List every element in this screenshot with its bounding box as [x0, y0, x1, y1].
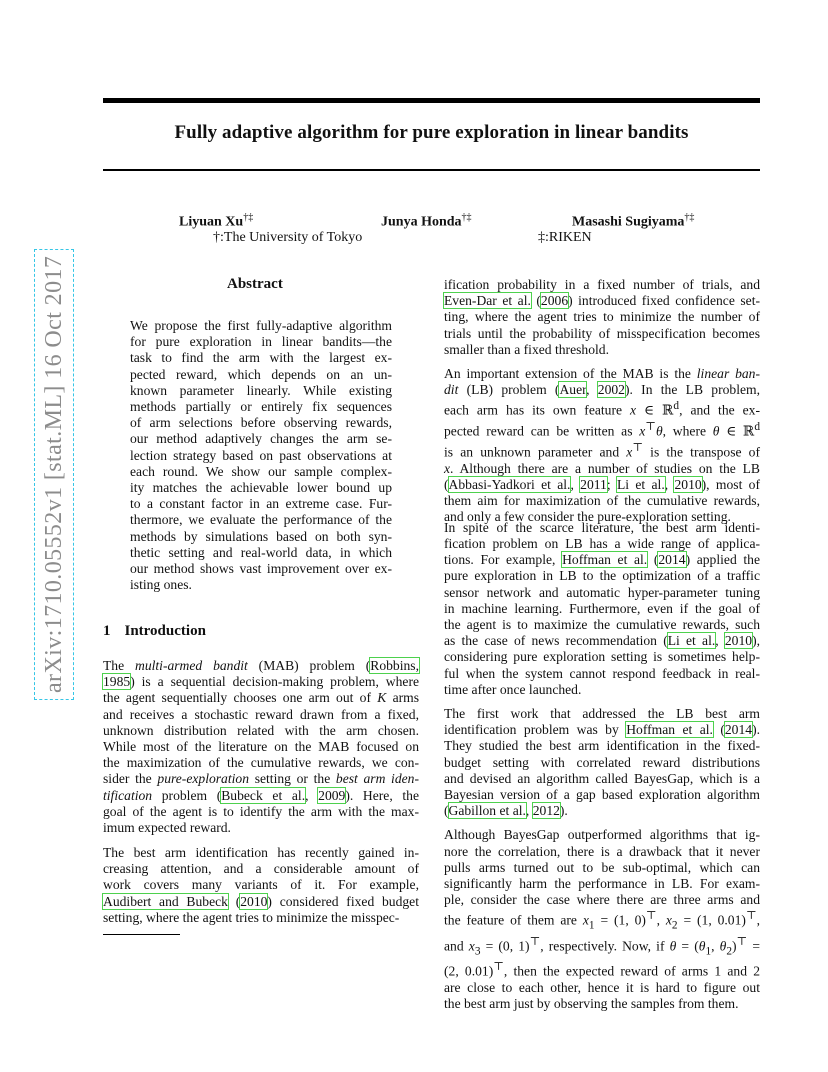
text-line: lection strategy based on past observations at [130, 447, 392, 463]
text-line: isting ones. [130, 577, 192, 593]
citation-link[interactable]: Even-Dar et al. [444, 293, 531, 309]
text-line: In spite of the scarce literature, the best arm identi- [444, 519, 760, 535]
text-line: are close to each other, hence it is hard to figure out [444, 980, 760, 996]
citation-link[interactable]: 2009 [318, 787, 346, 803]
text-line: the best arm just by observing the samples from them. [444, 996, 739, 1012]
text-line: ting, where the agent tries to minimize the number of [444, 309, 760, 325]
citation-link[interactable]: Bubeck et al. [221, 787, 306, 803]
text-line: pected reward, which depends on an un- [130, 366, 392, 382]
text-line: the agent is to maximize the cumulative rewards, such [444, 617, 760, 633]
citation-link[interactable]: Audibert and Bubeck [103, 893, 228, 909]
text-line: pure exploration in LB to the optimization of a traffic [444, 568, 760, 584]
citation-link[interactable]: Robbins, [370, 658, 419, 673]
text-line: in machine learning. Furthermore, even if the goal of [444, 600, 760, 616]
arxiv-stamp[interactable]: arXiv:1710.05552v1 [stat.ML] 16 Oct 2017 [34, 249, 74, 700]
top-rule [103, 98, 760, 103]
text-line: them aim for maximization of the cumulative rewards, [444, 493, 760, 509]
text-line: nore the correlation, there is a drawback that it never [444, 843, 760, 859]
text-line: smaller than a fixed threshold. [444, 341, 609, 357]
text-line: task to find the arm with the largest ex- [130, 350, 392, 366]
left-b-paragraph-1 [103, 845, 419, 926]
text-line: The first work that addressed the LB best arm [444, 706, 760, 721]
citation-link[interactable]: Abbasi-Yadkori et al. [448, 476, 571, 492]
right-paragraph-5 [444, 827, 760, 1012]
text-line: pected reward can be written as x⊤θ, where θ ∈ ℝ$^d$ [444, 421, 760, 439]
text-line: work covers many variants of it. For example, [103, 877, 419, 893]
text-line: known parameter linearly. While existing [130, 382, 392, 398]
text-line: dit (LB) problem (Auer, 2002). In the LB problem, [444, 382, 761, 398]
text-line: sider the pure-exploration setting or the best arm iden- [103, 771, 419, 787]
text-line: creasing attention, and a considerable amount of [103, 861, 419, 877]
text-line: While most of the literature on the MAB focused on [103, 739, 419, 755]
citation-link[interactable]: 2014 [724, 722, 753, 738]
citation-link[interactable]: Hoffman et al. [626, 722, 713, 738]
text-line: We propose the first fully-adaptive algorithm [130, 318, 392, 333]
text-line: Although BayesGap outperformed algorithms that ig- [444, 827, 760, 843]
text-line: ple, consider the case where there are three arms and [444, 892, 760, 908]
text-line: for pure exploration in linear bandits—the [130, 334, 392, 350]
text-line: (Gabillon et al., 2012). [444, 803, 568, 819]
citation-link[interactable]: 2010 [240, 893, 268, 909]
text-line: thetic setting and real-world data, in which [130, 544, 392, 560]
text-line: setting, where the agent tries to minimize the misspec- [103, 909, 400, 925]
text-line: to a constant factor in an extreme case. Fur- [130, 496, 392, 512]
text-line: imum expected reward. [103, 820, 231, 836]
text-line: Bayesian version of a gap based exploration algorithm [444, 787, 760, 803]
text-line: each arm has its own feature x ∈ ℝ$^d$, and the ex- [444, 400, 760, 418]
text-line: (2, 0.01)⊤, then the expected reward of arms 1 and 2 [444, 961, 760, 979]
text-line: trials until the probability of misspecification becomes [444, 325, 760, 341]
text-line: x. Although there are a number of studies on the LB [444, 460, 760, 476]
text-line: The multi-armed bandit (MAB) problem (Robbins, [103, 658, 419, 673]
text-line: each round. We show our sample complex- [130, 463, 392, 479]
right-paragraph-1 [444, 277, 760, 358]
text-line: tions. For example, Hoffman et al. (2014) applied the [444, 552, 760, 568]
text-line: An important extension of the MAB is the linear ban- [444, 366, 760, 381]
text-line: is an unknown parameter and x⊤ is the transpose of [444, 441, 761, 460]
citation-link[interactable]: 2002 [597, 382, 625, 398]
footnote-rule [103, 934, 180, 935]
text-line: considering pure exploration setting is sometimes help- [444, 649, 760, 665]
abstract-body [130, 318, 392, 593]
paper-title: Fully adaptive algorithm for pure exploration in linear bandits [174, 122, 689, 143]
affiliation-riken: ‡:RIKEN [538, 230, 592, 245]
text-line: ification probability in a fixed number of trials, and [444, 277, 760, 292]
right-paragraph-3 [444, 520, 760, 698]
right-paragraph-2 [444, 366, 760, 525]
text-line: time after once launched. [444, 681, 582, 697]
section-heading-introduction: 1 Introduction [103, 623, 206, 639]
citation-link[interactable]: Gabillon et al. [448, 803, 526, 819]
text-line: 1985) is a sequential decision-making problem, where [103, 674, 419, 690]
text-line: methods partially or entirely fix sequences [130, 399, 392, 415]
text-line: of arm selections before observing rewards, [130, 415, 392, 431]
citation-link[interactable]: Hoffman et al. [562, 552, 648, 568]
text-line: sensor network and automatic hyper-parameter tuning [444, 584, 760, 600]
citation-link[interactable]: 1985 [103, 674, 131, 690]
text-line: unknown distribution related with the arm chosen. [103, 722, 419, 738]
abstract-heading: Abstract [227, 276, 283, 292]
citation-link[interactable]: 2010 [724, 633, 753, 649]
text-line: as the case of news recommendation (Li et al., 2010), [444, 633, 760, 649]
text-line: and receives a stochastic reward drawn from a fixed, [103, 706, 419, 722]
text-line: thermore, we evaluate the performance of the [130, 512, 392, 528]
author-1: Liyuan Xu†‡ [179, 212, 254, 230]
text-line: They studied the best arm identification in the fixed- [444, 738, 760, 754]
text-line: the maximization of the cumulative rewards, we con- [103, 755, 419, 771]
left-paragraph-1 [103, 658, 419, 836]
right-paragraph-4 [444, 706, 760, 819]
text-line: Audibert and Bubeck (2010) considered fixed budget [103, 893, 419, 909]
author-2: Junya Honda†‡ [381, 212, 472, 230]
text-line: (Abbasi-Yadkori et al., 2011; Li et al., 2010), most of [444, 476, 761, 492]
text-line: tification problem (Bubeck et al., 2009). Here, the [103, 787, 419, 803]
citation-link[interactable]: 2010 [674, 476, 702, 492]
text-line: ful when the system cannot respond feedback in real- [444, 665, 760, 681]
citation-link[interactable]: Li et al. [616, 476, 665, 492]
citation-link[interactable]: 2012 [532, 803, 560, 819]
text-line: the agent sequentially chooses one arm out of K arms [103, 690, 419, 706]
citation-link[interactable]: 2011 [580, 476, 607, 492]
affiliation-tokyo: †:The University of Tokyo [213, 230, 363, 245]
citation-link[interactable]: 2006 [540, 293, 569, 309]
text-line: our method shows vast improvement over ex- [130, 561, 392, 577]
text-line: and devised an algorithm called BayesGap, which is a [444, 770, 760, 786]
title-rule [103, 169, 760, 171]
text-line: ity matches the achievable lower bound up [130, 480, 392, 496]
text-line: the feature of them are $x_1 = (1$, 0)⊤, $x_2 = (1$, 0.01)⊤, [444, 910, 760, 932]
text-line: fication problem on LB has a wide range of applica- [444, 536, 760, 551]
text-line: The best arm identification has recently gained in- [103, 845, 419, 860]
text-line: budget setting with correlated reward distributions [444, 754, 760, 770]
text-line: goal of the agent is to identify the arm with the max- [103, 803, 419, 819]
citation-link[interactable]: 2014 [658, 552, 686, 568]
text-line: significantly harm the performance in LB. For exam- [444, 876, 760, 891]
text-line: methods by simulations based on both syn- [130, 528, 392, 544]
author-3: Masashi Sugiyama†‡ [572, 212, 695, 230]
citation-link[interactable]: Li et al. [667, 633, 716, 649]
citation-link[interactable]: Auer [559, 382, 587, 398]
text-line: pulls arms turned out to be sub-optimal, which can [444, 859, 760, 875]
text-line: and only a few consider the pure-exploration setting. [444, 509, 731, 525]
text-line: our method adaptively changes the arm se- [130, 431, 392, 447]
text-line: Even-Dar et al. (2006) introduced fixed confidence set- [444, 293, 760, 309]
text-line: identification problem was by Hoffman et al. (2014). [444, 722, 760, 738]
text-line: and $x_3 = (0$, 1)⊤, respectively. Now, if $\theta = (\theta_1$, $\theta_2)^⊤$ = [444, 935, 760, 958]
